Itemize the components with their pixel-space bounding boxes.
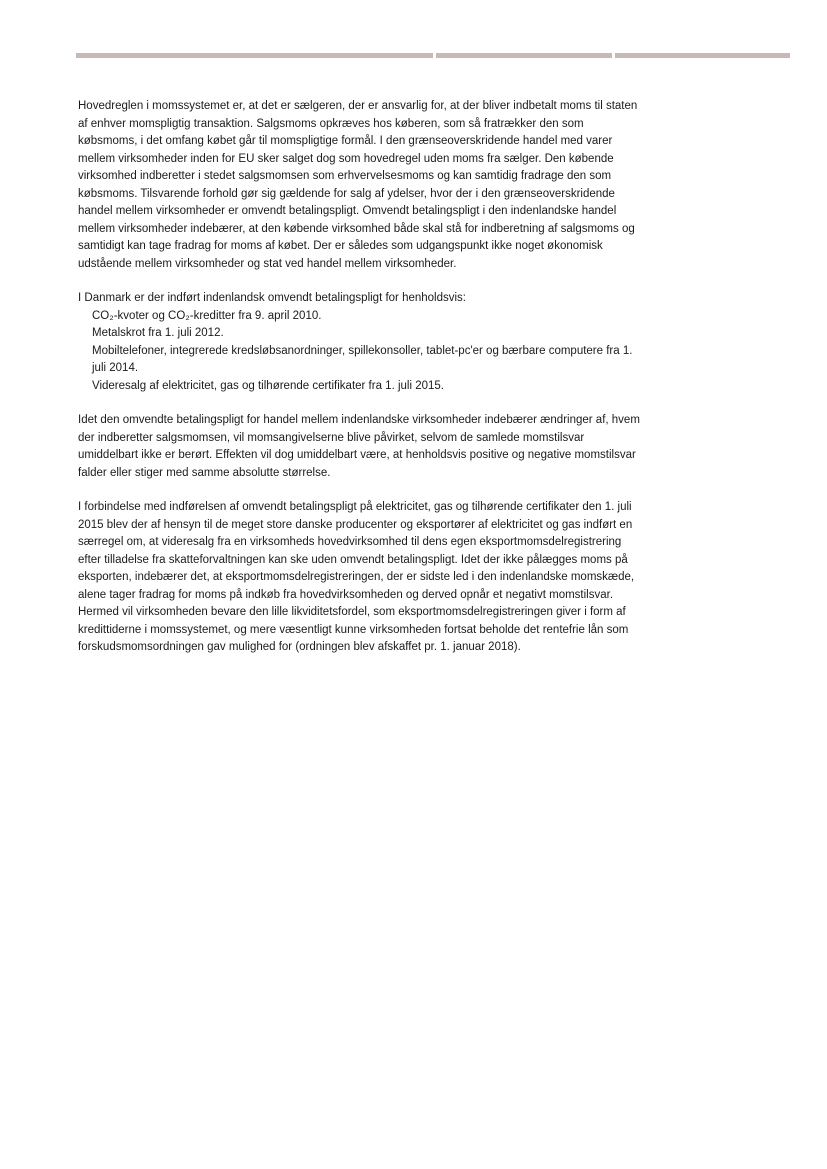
document-body bbox=[78, 98, 642, 674]
paragraph-vat-effects: Idet den omvendte betalingspligt for handel mellem indenlandske virksomheder indebærer ændringer af, hvem der indberetter salgsmomsen, vil momsangivelserne blive påvirket, selvom de samlede momstilsvar umiddelbart ikke er berørt. Effekten vil dog umiddelbart være, at henholdsvis positive og negative momstilsvar falder eller stiger med samme absolutte størrelse. bbox=[78, 414, 640, 479]
reverse-charge-list bbox=[78, 290, 642, 395]
paragraph-main-rule: Hovedreglen i momssystemet er, at det er sælgeren, der er ansvarlig for, at der bliver indbetalt moms til staten af enhver momspligtig transaktion. Salgsmoms opkræves hos køberen, som så fratrækker den som købsmoms, i det omfang købet går til momspligtige formål. I den grænseoverskridende handel med varer mellem virksomheder inden for EU sker salget dog som hovedregel uden moms fra sælger. Den købende virksomhed indberetter i stedet salgsmomsen som erhvervelsesmoms og kan samtidig fradrage den som købsmoms. Tilsvarende forhold gør sig gældende for salg af ydelser, hvor der i den grænseoverskridende handel mellem virksomheder er omvendt betalingspligt. Omvendt betalingspligt i den indenlandske handel mellem virksomheder indebærer, at den købende virksomhed både skal stå for indberetning af salgsmoms og samtidigt kan tage fradrag for moms af købet. Der er således som udgangspunkt ikke noget økonomisk udstående mellem virksomheder og stat ved handel mellem virksomheder. bbox=[78, 100, 638, 270]
list-intro: I Danmark er der indført indenlandsk omvendt betalingspligt for henholdsvis: bbox=[78, 292, 467, 304]
list-item: Mobiltelefoner, integrerede kredsløbsanordninger, spillekonsoller, tablet-pc'er og bærbare computere fra 1. juli 2014. bbox=[92, 344, 633, 374]
header-rule-segment bbox=[436, 53, 612, 58]
list-item: CO₂-kvoter og CO₂-kreditter fra 9. april 2010. bbox=[92, 309, 322, 322]
list-item: Videresalg af elektricitet, gas og tilhørende certifikater fra 1. juli 2015. bbox=[92, 379, 444, 392]
list-item: Metalskrot fra 1. juli 2012. bbox=[92, 327, 224, 339]
header-rule-segment bbox=[615, 53, 790, 58]
paragraph-electricity-rule: I forbindelse med indførelsen af omvendt betalingspligt på elektricitet, gas og tilhørende certifikater den 1. juli 2015 blev der af hensyn til de meget store danske producenter og eksportører af elektricitet og gas indført en særregel om, at videresalg fra en virksomheds hovedvirksomhed til dens egen eksportmomsdelregistrering efter tilladelse fra skatteforvaltningen kan ske uden omvendt betalingspligt. Idet der ikke pålægges moms på eksporten, indebærer det, at eksportmomsdelregistreringen, der er sidste led i den indenlandske momskæde, alene tager fradrag for moms på indkøb fra hovedvirksomheden og derved opnår et negativt momstilsvar. Hermed vil virksomheden bevare den lille likviditetsfordel, som eksportmomsdelregistreringen giver i form af kredittiderne i momssystemet, og mere væsentligt kunne virksomheden fortsat beholde det rentefrie lån som forskudsmomsordningen gav mulighed for (ordningen blev afskaffet pr. 1. januar 2018). bbox=[78, 501, 635, 653]
header-rule bbox=[76, 53, 790, 58]
header-rule-segment bbox=[76, 53, 433, 58]
